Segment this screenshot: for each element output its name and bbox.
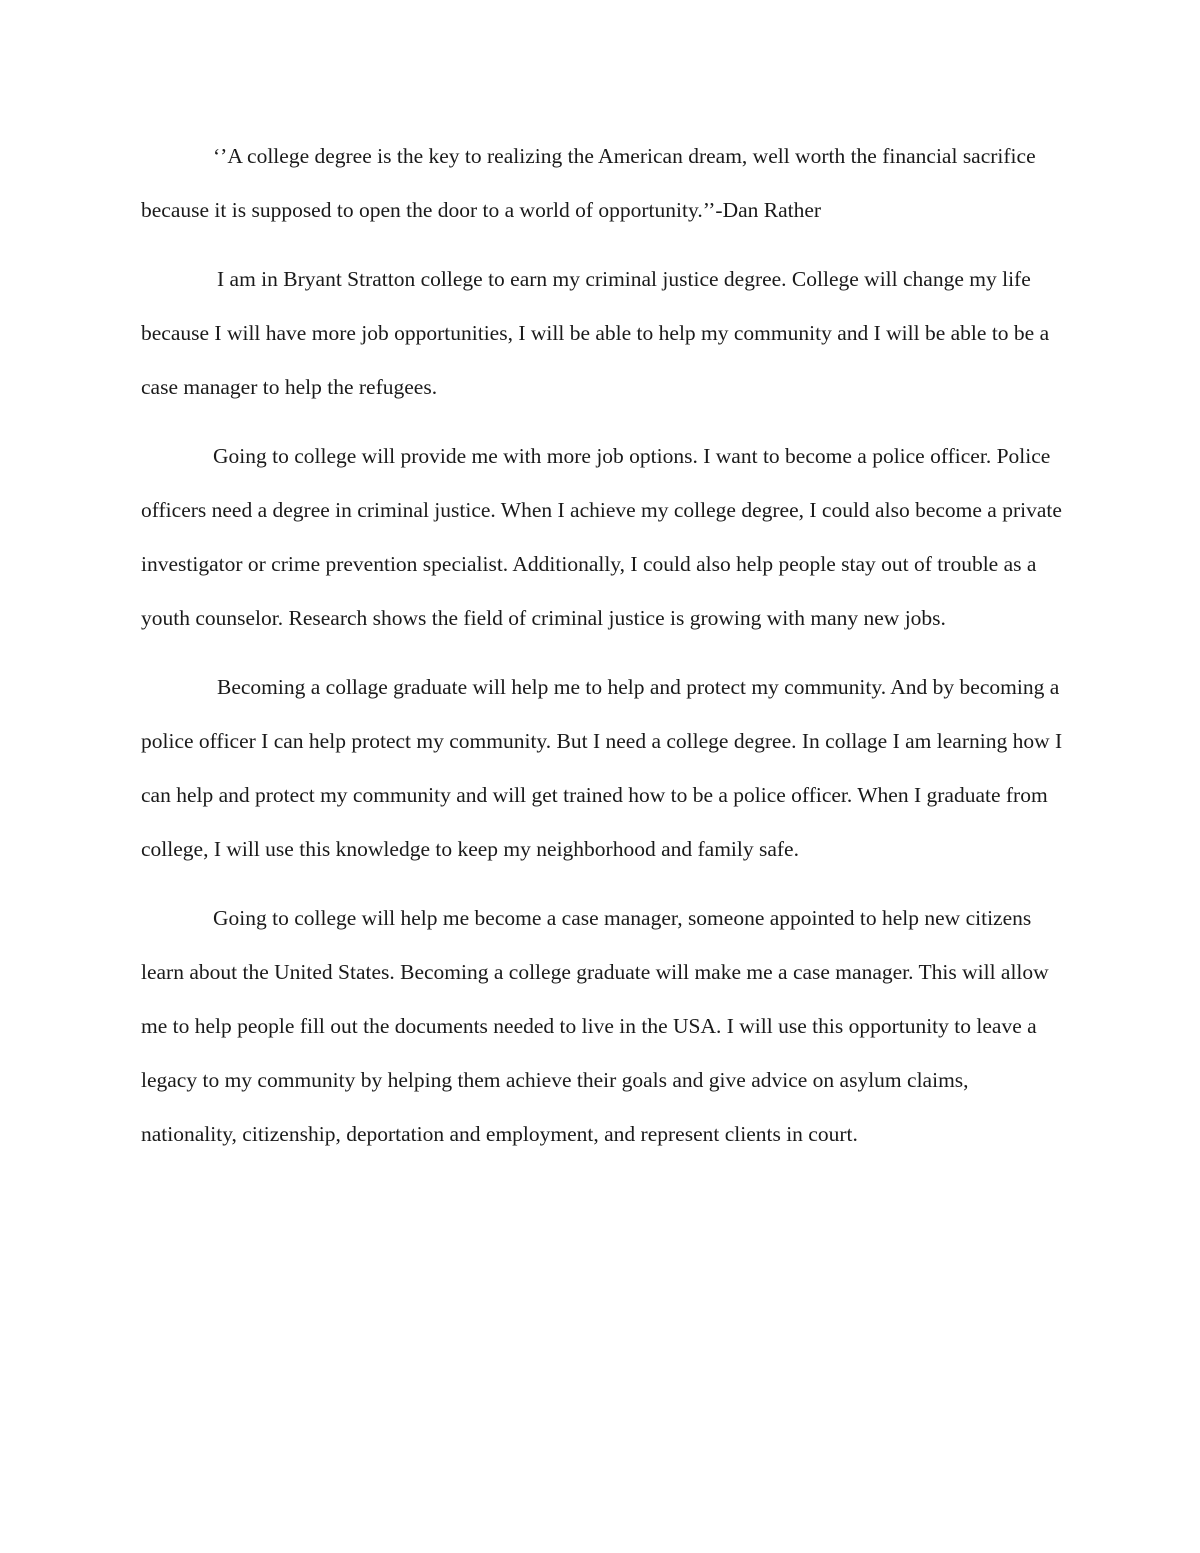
community-paragraph: Becoming a collage graduate will help me to help and protect my community. And by becoming a police officer I can help protect my community. But I need a college degree. In collage I am learning how I can help and protect my community and will get trained how to be a police officer. When I graduate from college, I will use this knowledge to keep my neighborhood and family safe.	[141, 675, 1063, 861]
case-manager-paragraph: Going to college will help me become a case manager, someone appointed to help new citizens learn about the United States. Becoming a college graduate will make me a case manager. This will allow me to help people fill out the documents needed to live in the USA. I will use this opportunity to leave a legacy to my community by helping them achieve their goals and give advice on asylum claims, nationality, citizenship, deportation and employment, and represent clients in court.	[141, 906, 1049, 1146]
intro-paragraph: I am in Bryant Stratton college to earn my criminal justice degree. College will change my life because I will have more job opportunities, I will be able to help my community and I will be able to be a case manager to help the refugees.	[141, 267, 1050, 399]
document-body	[141, 129, 1066, 1161]
job-options-paragraph: Going to college will provide me with more job options. I want to become a police officer. Police officers need a degree in criminal justice. When I achieve my college degree, I could also become a private investigator or crime prevention specialist. Additionally, I could also help people stay out of trouble as a youth counselor. Research shows the field of criminal justice is growing with many new jobs.	[141, 444, 1062, 630]
opening-quote-paragraph: ‘’A college degree is the key to realizing the American dream, well worth the financial sacrifice because it is supposed to open the door to a world of opportunity.’’-Dan Rather	[141, 144, 1036, 222]
